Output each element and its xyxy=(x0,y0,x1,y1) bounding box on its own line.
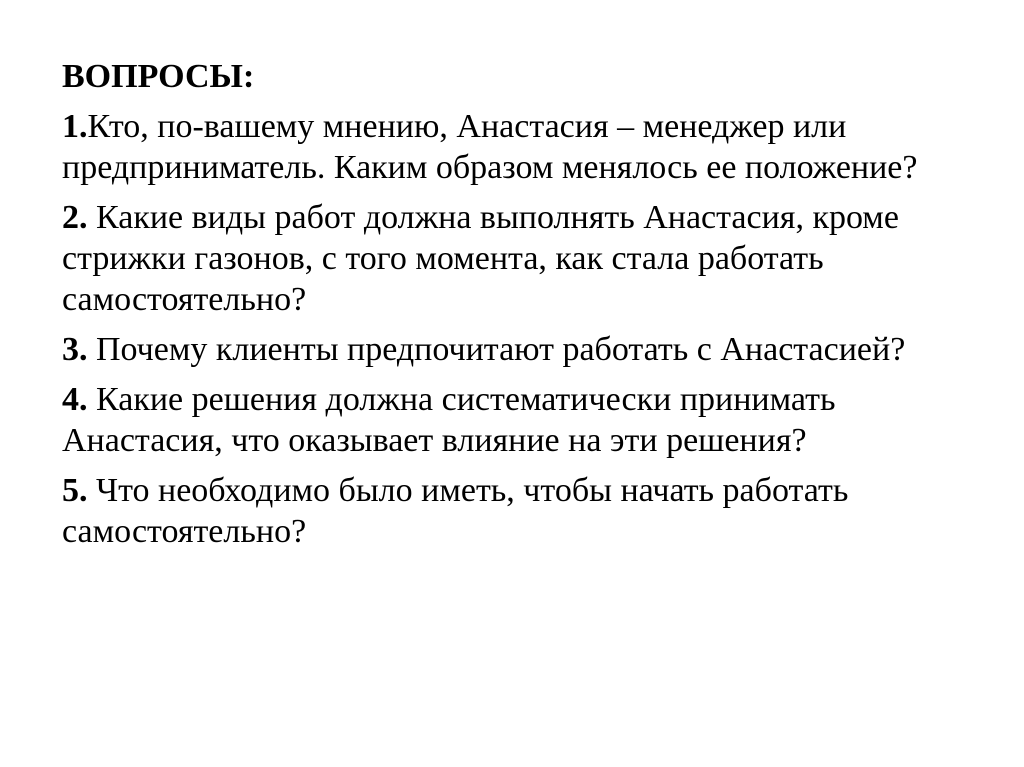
question-number: 3. xyxy=(62,331,88,368)
question-item xyxy=(62,197,982,320)
question-number: 1. xyxy=(62,108,88,145)
question-item xyxy=(62,106,982,188)
question-number: 5. xyxy=(62,472,88,509)
question-text: Что необходимо было иметь, чтобы начать работать самостоятельно? xyxy=(62,472,849,550)
questions-heading: ВОПРОСЫ: xyxy=(62,58,255,95)
question-text: Какие решения должна систематически принимать Анастасия, что оказывает влияние на эти решения? xyxy=(62,381,836,459)
slide-content xyxy=(62,56,982,561)
question-number: 2. xyxy=(62,199,88,236)
question-number: 4. xyxy=(62,381,88,418)
question-text: Почему клиенты предпочитают работать с Анастасией? xyxy=(87,331,906,368)
question-item xyxy=(62,379,982,461)
question-item xyxy=(62,329,982,370)
question-item xyxy=(62,470,982,552)
question-text: Какие виды работ должна выполнять Анастасия, кроме стрижки газонов, с того момента, как стала работать самостоятельно? xyxy=(62,199,899,318)
question-text: Кто, по-вашему мнению, Анастасия – менеджер или предприниматель. Каким образом менялось ее положение? xyxy=(62,108,918,186)
